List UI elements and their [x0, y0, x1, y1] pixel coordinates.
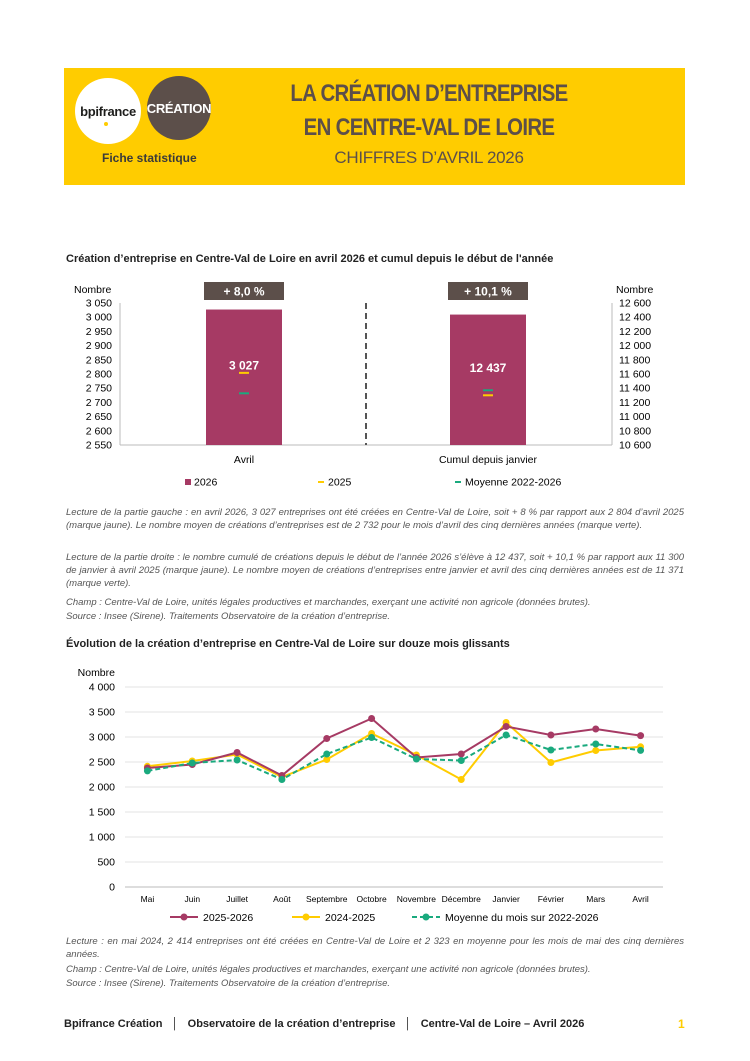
- footer-brand: Bpifrance Création: [64, 1018, 163, 1030]
- bar-chart-april: [60, 275, 690, 495]
- left-y-tick-label: 2 650: [85, 411, 112, 424]
- series-average-point: [547, 747, 554, 754]
- right-y-tick-label: 12 200: [619, 325, 652, 338]
- left-y-tick-label: 2 850: [85, 354, 112, 367]
- y-tick-label: 2 000: [88, 781, 115, 794]
- left-y-tick-label: 2 550: [85, 439, 112, 452]
- right-y-tick-label: 12 000: [619, 340, 652, 353]
- x-category-label-cumul: Cumul depuis janvier: [438, 454, 538, 466]
- series-average-point: [189, 760, 196, 767]
- left-y-tick-label: 3 050: [85, 297, 112, 310]
- right-y-tick-label: 11 400: [619, 382, 651, 395]
- series-average-legend-marker: [423, 914, 430, 921]
- y-tick-label: 3 000: [88, 731, 115, 744]
- x-tick-label: Juin: [184, 894, 201, 904]
- series-2024-2025-point: [458, 776, 465, 783]
- series-average-point: [323, 751, 330, 758]
- left-y-tick-label: 2 700: [85, 396, 112, 409]
- bpifrance-logo-text: bpifrance: [80, 103, 136, 119]
- footer-region: Centre-Val de Loire – Avril 2026: [420, 1018, 585, 1030]
- badge-variation-cumul: + 10,1 %: [464, 284, 512, 299]
- right-y-tick-label: 11 200: [619, 396, 651, 409]
- right-y-tick-label: 10 600: [619, 439, 652, 452]
- y-tick-label: 1 500: [88, 806, 115, 819]
- section1-source: Source : Insee (Sirene). Traitements Observatoire de la création d’entreprise.: [66, 611, 391, 622]
- legend-swatch-2026: [185, 479, 191, 485]
- x-tick-label: Mars: [586, 894, 606, 904]
- section2-title: Évolution de la création d’entreprise en Centre-Val de Loire sur douze mois glissants: [66, 638, 510, 650]
- line-chart-svg: [60, 662, 690, 932]
- x-tick-label: Mai: [140, 894, 155, 904]
- y-tick-label: 500: [97, 856, 115, 869]
- series-average-point: [413, 756, 420, 763]
- series-average-point: [368, 734, 375, 741]
- bpifrance-logo-dot: [104, 122, 108, 126]
- series-average-point: [503, 732, 510, 739]
- bar-chart-svg: [60, 275, 690, 495]
- creation-logo-text: CRÉATION: [146, 100, 212, 116]
- right-y-tick-label: 12 400: [619, 311, 652, 324]
- section1-title: Création d’entreprise en Centre-Val de Loire en avril 2026 et cumul depuis le début de l'année: [66, 253, 554, 265]
- legend-label-average: Moyenne 2022-2026: [465, 476, 562, 489]
- x-tick-label: Janvier: [492, 894, 520, 904]
- series-2024-2025-point: [547, 759, 554, 766]
- bpifrance-logo[interactable]: [75, 78, 141, 144]
- series-2024-2025-legend-label: 2024-2025: [325, 912, 376, 924]
- series-average-point: [592, 741, 599, 748]
- right-y-tick-label: 11 600: [619, 368, 651, 381]
- y-tick-label: 1 000: [88, 831, 115, 844]
- series-average-point: [458, 757, 465, 764]
- page-title-line2: EN CENTRE-VAL DE LOIRE: [303, 114, 555, 141]
- series-2024-2025-legend-marker: [303, 914, 310, 921]
- section2-champ: Champ : Centre-Val de Loire, unités légales productives et marchandes, exerçant une activité non agricole (données brutes).: [66, 964, 591, 975]
- section1-champ: Champ : Centre-Val de Loire, unités légales productives et marchandes, exerçant une activité non agricole (données brutes).: [66, 597, 591, 608]
- series-2025-2026-point: [323, 735, 330, 742]
- y-tick-label: 0: [109, 881, 115, 894]
- legend-label-2025: 2025: [328, 476, 352, 489]
- page-number: 1: [678, 1017, 685, 1031]
- series-2025-2026-legend-marker: [181, 914, 188, 921]
- series-2025-2026-point: [592, 726, 599, 733]
- y-tick-label: 4 000: [88, 681, 115, 694]
- series-2025-2026-point: [368, 715, 375, 722]
- series-2025-2026-point: [637, 732, 644, 739]
- right-axis-label: Nombre: [616, 284, 654, 296]
- series-average-point: [144, 767, 151, 774]
- bar-value-label-cumul: 12 437: [469, 360, 507, 375]
- section2-note: Lecture : en mai 2024, 2 414 entreprises ont été créées en Centre-Val de Loire et 2 323 en moyenne pour les mois de mai des cinq dernières années.: [66, 936, 684, 960]
- left-axis-label: Nombre: [74, 284, 112, 296]
- x-tick-label: Juillet: [226, 894, 248, 904]
- y-tick-label: 2 500: [88, 756, 115, 769]
- series-2025-2026-point: [503, 723, 510, 730]
- series-average-point: [278, 776, 285, 783]
- footer: [64, 1018, 584, 1030]
- series-average-point: [637, 747, 644, 754]
- left-y-tick-label: 3 000: [85, 311, 112, 324]
- x-tick-label: Décembre: [441, 894, 481, 904]
- y-axis-label: Nombre: [77, 667, 115, 679]
- left-y-tick-label: 2 950: [85, 325, 112, 338]
- bar-2026-cumul: [450, 315, 526, 445]
- bar-value-label-avril: 3 027: [228, 358, 260, 373]
- right-y-tick-label: 11 800: [619, 354, 651, 367]
- page-subtitle: CHIFFRES D’AVRIL 2026: [334, 148, 524, 167]
- badge-variation-avril: + 8,0 %: [223, 284, 265, 299]
- right-y-tick-label: 10 800: [619, 425, 652, 438]
- section1-note-left: Lecture de la partie gauche : en avril 2026, 3 027 entreprises ont été créées en Centre-Val de Loire, soit + 8 % par rapport aux 2 804 d’avril 2025 (marque jaune). Le nombre moyen de créations d’entreprises est de 2 732 pour le mois d’avril des cinq dernières années (marque verte).: [66, 507, 684, 531]
- left-y-tick-label: 2 600: [85, 425, 112, 438]
- series-2025-2026-point: [234, 749, 241, 756]
- section2-source: Source : Insee (Sirene). Traitements Observatoire de la création d’entreprise.: [66, 978, 391, 989]
- footer-separator: │: [171, 1018, 179, 1030]
- left-y-tick-label: 2 900: [85, 340, 112, 353]
- legend-label-2026: 2026: [194, 476, 218, 489]
- series-average-legend-label: Moyenne du mois sur 2022-2026: [445, 912, 599, 924]
- series-average-point: [234, 757, 241, 764]
- series-2025-2026-legend-label: 2025-2026: [203, 912, 254, 924]
- section1-note-right: Lecture de la partie droite : le nombre cumulé de créations depuis le début de l’année 2026 s’élève à 12 437, soit + 10,1 % par rapport aux 11 300 de janvier à avril 2025 (marque jaune). Le nombre moyen de créations d’entreprises entre janvier et avril des cinq dernières années est de 11 371 (marque verte).: [66, 552, 684, 589]
- x-tick-label: Août: [273, 894, 291, 904]
- x-category-label-avril: Avril: [233, 454, 255, 466]
- x-tick-label: Novembre: [396, 894, 437, 904]
- series-2024-2025-line: [147, 723, 640, 780]
- line-chart-12-months: [60, 662, 690, 932]
- creation-logo[interactable]: [147, 76, 211, 140]
- series-2025-2026-point: [458, 751, 465, 758]
- page-title-line1: LA CRÉATION D’ENTREPRISE: [290, 80, 568, 107]
- series-2025-2026-point: [547, 732, 554, 739]
- y-tick-label: 3 500: [88, 706, 115, 719]
- left-y-tick-label: 2 800: [85, 368, 112, 381]
- x-tick-label: Février: [537, 894, 565, 904]
- right-y-tick-label: 12 600: [619, 297, 652, 310]
- header-banner: [64, 68, 685, 185]
- x-tick-label: Septembre: [305, 894, 348, 904]
- bar-2026-avril: [206, 310, 282, 445]
- fiche-statistique-label: Fiche statistique: [102, 151, 197, 165]
- footer-observatoire: Observatoire de la création d’entreprise: [187, 1018, 396, 1030]
- left-y-tick-label: 2 750: [85, 382, 112, 395]
- series-2024-2025-point: [592, 747, 599, 754]
- x-tick-label: Avril: [632, 894, 649, 904]
- footer-separator-2: │: [404, 1018, 412, 1030]
- x-tick-label: Octobre: [356, 894, 387, 904]
- right-y-tick-label: 11 000: [619, 411, 651, 424]
